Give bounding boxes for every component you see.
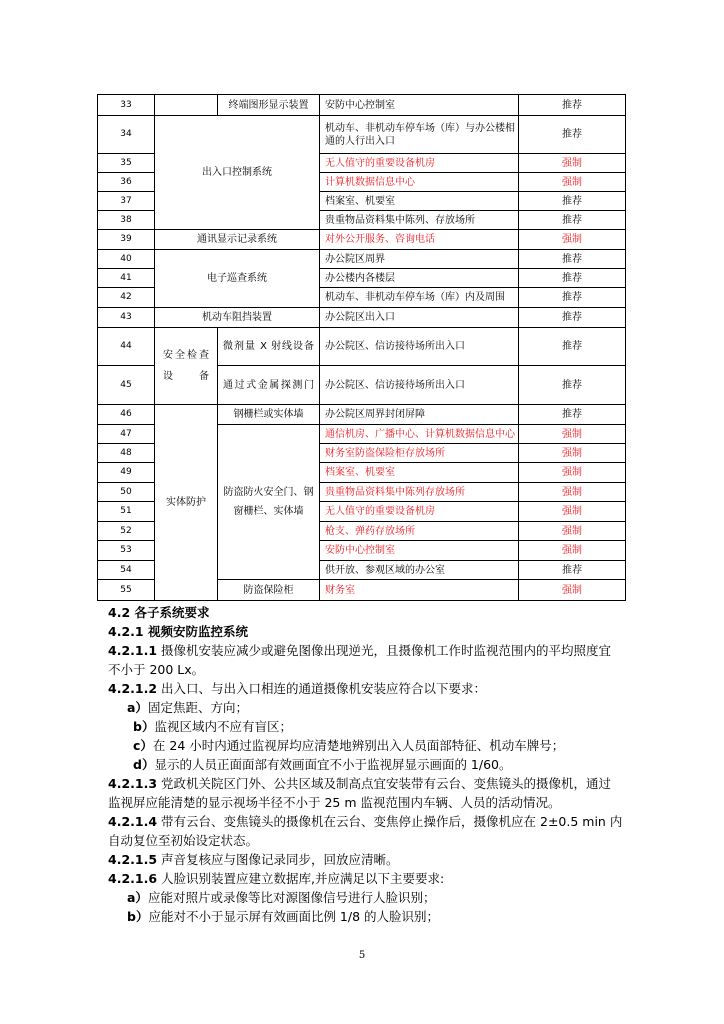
row-number: 38 <box>98 211 155 230</box>
requirement-cell: 强制 <box>519 444 626 463</box>
requirement-cell: 推荐 <box>519 328 626 366</box>
location-cell: 办公院区周界 <box>320 250 519 269</box>
clause-text: 声音复核应与图像记录同步，回放应清晰。 <box>157 852 399 867</box>
security-requirements-table <box>97 94 626 601</box>
category-label: 安全检查设备 <box>163 350 209 382</box>
table-row <box>98 116 626 154</box>
requirement-cell: 推荐 <box>519 308 626 328</box>
list-text: 在 24 小时内通过监视屏均应清楚地辨别出入人员面部特征、机动车牌号； <box>152 738 565 753</box>
list-text: 应能对不小于显示屏有效画面比例 1/8 的人脸识别； <box>148 909 440 924</box>
table-row <box>98 250 626 269</box>
system-cell: 机动车阻挡装置 <box>155 308 320 328</box>
clause-text: 带有云台、变焦镜头的摄像机在云台、变焦停止操作后，摄像机应在 2±0.5 min 内自动复位至初始设定状态。 <box>108 814 623 848</box>
row-number: 40 <box>98 250 155 269</box>
clause-number: 4.2.1.4 <box>108 814 158 829</box>
requirement-cell: 强制 <box>519 502 626 522</box>
requirement-cell: 推荐 <box>519 366 626 405</box>
row-number: 34 <box>98 116 155 154</box>
paragraph <box>108 774 623 812</box>
table-row <box>98 95 626 116</box>
clause-number: 4.2.1.2 <box>108 681 158 696</box>
requirement-cell: 强制 <box>519 154 626 173</box>
list-label: c） <box>133 738 153 753</box>
clause-text: 出入口、与出入口相连的通道摄像机安装应符合以下要求： <box>157 681 487 696</box>
requirement-cell: 强制 <box>519 230 626 250</box>
row-number: 35 <box>98 154 155 173</box>
system-cell: 出入口控制系统 <box>155 116 320 230</box>
row-number: 36 <box>98 173 155 192</box>
row-number: 43 <box>98 308 155 328</box>
table-row <box>98 328 626 366</box>
location-cell: 无人值守的重要设备机房 <box>320 502 519 522</box>
system-cell: 通讯显示记录系统 <box>155 230 320 250</box>
row-number: 53 <box>98 541 155 561</box>
list-item <box>108 698 623 717</box>
list-text: 显示的人员正面面部有效画面宜不小于监视屏显示画面的 1/60。 <box>154 757 512 772</box>
paragraph <box>108 679 623 698</box>
location-cell: 财务室 <box>320 580 519 601</box>
location-cell: 档案室、机要室 <box>320 192 519 211</box>
list-label: b） <box>127 909 149 924</box>
list-item <box>108 755 623 774</box>
list-item <box>108 907 623 926</box>
category-cell <box>155 95 218 116</box>
section-body <box>108 603 623 926</box>
requirement-cell: 强制 <box>519 425 626 444</box>
system-label: 防盗防火安全门、钢窗栅栏、实体墙 <box>223 487 314 517</box>
requirement-cell: 推荐 <box>519 192 626 211</box>
location-cell: 办公楼内各楼层 <box>320 269 519 288</box>
location-cell: 安防中心控制室 <box>320 541 519 561</box>
table-row <box>98 230 626 250</box>
row-number: 42 <box>98 288 155 308</box>
list-label: a） <box>127 890 148 905</box>
location-cell: 办公院区周界封闭屏障 <box>320 405 519 425</box>
location-cell: 档案室、机要室 <box>320 463 519 483</box>
requirement-cell: 强制 <box>519 541 626 561</box>
requirement-cell: 强制 <box>519 173 626 192</box>
list-item <box>108 717 623 736</box>
paragraph <box>108 869 623 888</box>
requirement-cell: 强制 <box>519 522 626 541</box>
requirement-cell: 推荐 <box>519 116 626 154</box>
system-cell: 微剂量 X 射线设备 <box>218 328 320 366</box>
location-cell: 枪支、弹药存放场所 <box>320 522 519 541</box>
system-cell <box>218 425 320 580</box>
list-label: d） <box>133 757 155 772</box>
location-cell: 机动车、非机动车停车场（库）与办公楼相通的人行出入口 <box>320 116 519 154</box>
location-cell: 供开放、参观区域的办公室 <box>320 561 519 580</box>
paragraph <box>108 641 623 679</box>
clause-number: 4.2.1.3 <box>108 776 158 791</box>
clause-text: 党政机关院区门外、公共区域及制高点宜安装带有云台、变焦镜头的摄像机，通过监视屏应能清楚的显示视场半径不小于 25 m 监视范围内车辆、人员的活动情况。 <box>108 776 612 810</box>
clause-number: 4.2.1.1 <box>108 643 158 658</box>
system-cell: 钢栅栏或实体墙 <box>218 405 320 425</box>
table-row <box>98 308 626 328</box>
clause-text: 人脸识别装置应建立数据库,并应满足以下主要要求: <box>157 871 445 886</box>
paragraph <box>108 850 623 869</box>
paragraph <box>108 812 623 850</box>
location-cell: 办公院区、信访接待场所出入口 <box>320 366 519 405</box>
list-text: 应能对照片或录像等比对源图像信号进行人脸识别； <box>147 890 436 905</box>
location-cell: 贵重物品资料集中陈列存放场所 <box>320 483 519 502</box>
requirement-cell: 推荐 <box>519 250 626 269</box>
list-item <box>108 888 623 907</box>
clause-text: 摄像机安装应减少或避免图像出现逆光，且摄像机工作时监视范围内的平均照度宜不小于 200 Lx。 <box>108 643 612 677</box>
row-number: 39 <box>98 230 155 250</box>
row-number: 52 <box>98 522 155 541</box>
category-cell: 实体防护 <box>155 405 218 601</box>
subsection-heading: 4.2.1 视频安防监控系统 <box>108 624 248 639</box>
row-number: 33 <box>98 95 155 116</box>
requirement-cell: 强制 <box>519 483 626 502</box>
list-text: 监视区域内不应有盲区； <box>154 719 292 734</box>
requirement-cell: 推荐 <box>519 561 626 580</box>
row-number: 44 <box>98 328 155 366</box>
system-cell: 电子巡查系统 <box>155 250 320 308</box>
list-label: b） <box>133 719 155 734</box>
location-cell: 通信机房、广播中心、计算机数据信息中心 <box>320 425 519 444</box>
requirement-cell: 推荐 <box>519 211 626 230</box>
location-cell: 计算机数据信息中心 <box>320 173 519 192</box>
location-cell: 无人值守的重要设备机房 <box>320 154 519 173</box>
requirement-cell: 推荐 <box>519 269 626 288</box>
row-number: 37 <box>98 192 155 211</box>
section-heading: 4.2 各子系统要求 <box>108 605 210 620</box>
requirement-cell: 强制 <box>519 463 626 483</box>
location-cell: 贵重物品资料集中陈列、存放场所 <box>320 211 519 230</box>
row-number: 46 <box>98 405 155 425</box>
requirement-cell: 推荐 <box>519 288 626 308</box>
list-item <box>108 736 623 755</box>
location-cell: 机动车、非机动车停车场（库）内及周围 <box>320 288 519 308</box>
row-number: 54 <box>98 561 155 580</box>
row-number: 51 <box>98 502 155 522</box>
requirement-cell: 推荐 <box>519 95 626 116</box>
location-cell: 办公院区出入口 <box>320 308 519 328</box>
location-cell: 安防中心控制室 <box>320 95 519 116</box>
row-number: 45 <box>98 366 155 405</box>
table-row <box>98 405 626 425</box>
location-cell: 财务室防盗保险柜存放场所 <box>320 444 519 463</box>
clause-number: 4.2.1.5 <box>108 852 158 867</box>
requirement-cell: 强制 <box>519 580 626 601</box>
row-number: 48 <box>98 444 155 463</box>
location-cell: 对外公开服务、咨询电话 <box>320 230 519 250</box>
category-cell <box>155 328 218 405</box>
system-cell: 终端图形显示装置 <box>218 95 320 116</box>
list-label: a） <box>127 700 148 715</box>
requirement-cell: 推荐 <box>519 405 626 425</box>
list-text: 固定焦距、方向； <box>147 700 248 715</box>
page-number: 5 <box>358 950 366 961</box>
row-number: 55 <box>98 580 155 601</box>
row-number: 50 <box>98 483 155 502</box>
row-number: 47 <box>98 425 155 444</box>
row-number: 49 <box>98 463 155 483</box>
clause-number: 4.2.1.6 <box>108 871 158 886</box>
location-cell: 办公院区、信访接待场所出入口 <box>320 328 519 366</box>
system-cell: 通过式金属探测门 <box>218 366 320 405</box>
system-cell: 防盗保险柜 <box>218 580 320 601</box>
row-number: 41 <box>98 269 155 288</box>
